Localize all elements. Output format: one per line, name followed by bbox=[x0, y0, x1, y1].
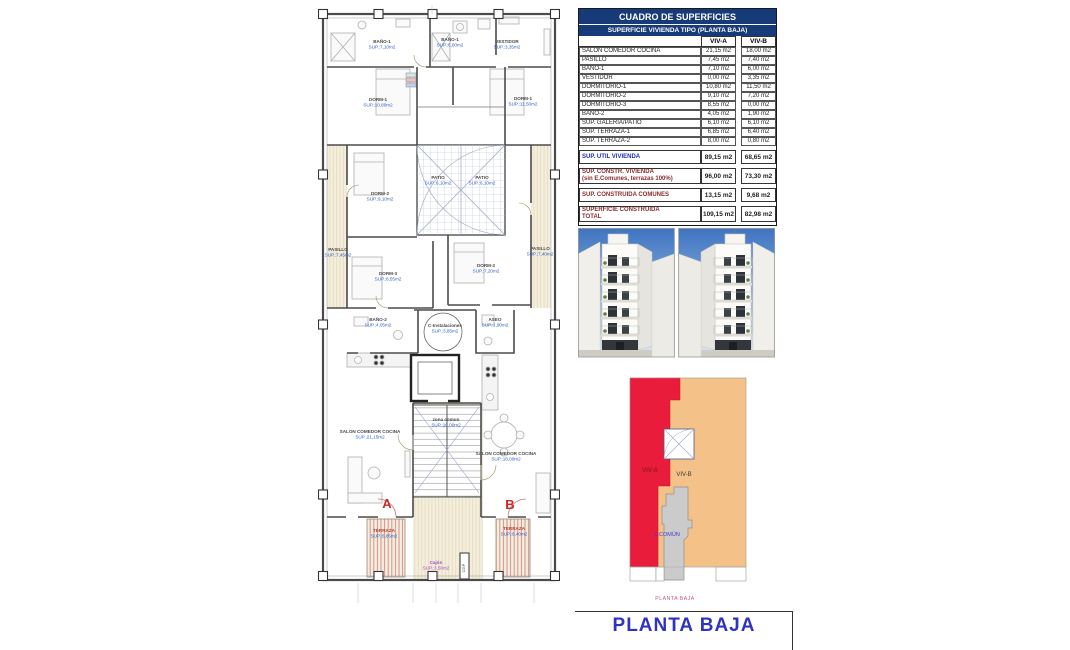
room-name: BAÑO-1 bbox=[441, 37, 459, 42]
room-area: SUP.:4,05m2 bbox=[364, 322, 392, 328]
room-area: SUP.:11,50m2 bbox=[508, 101, 538, 107]
room-area: SUP.:6,85m2 bbox=[370, 533, 398, 539]
room-name: TERRAZA bbox=[373, 528, 395, 533]
table-row: SUP. TERRAZA-1 6,85 m2 6,40 m2 bbox=[579, 128, 776, 138]
table-row: DORMITORIO-3 8,55 m2 0,00 m2 bbox=[579, 101, 776, 111]
room-area: SUP.:7,10m2 bbox=[368, 44, 396, 50]
room-name: TERRAZA bbox=[503, 526, 525, 531]
room-area: SUP.:3,35m2 bbox=[493, 44, 521, 50]
site-patio bbox=[664, 429, 694, 459]
room-area: SUP.:21,15m2 bbox=[355, 434, 385, 440]
room-name: SALON COMEDOR COCINA bbox=[339, 429, 401, 434]
utility-shaft-markers bbox=[406, 73, 416, 87]
room-area: SUP.:1,90m2 bbox=[481, 322, 509, 328]
surface-table bbox=[578, 8, 777, 226]
table-row: SUP. CONSTRUIDA COMUNES 13,15 m2 9,68 m2 bbox=[579, 188, 776, 202]
room-name: zona comun bbox=[432, 417, 460, 422]
table-summary-rows bbox=[579, 150, 776, 222]
site-terrace-left bbox=[630, 567, 656, 581]
table-row: SUPERFICIE CONSTRUIDA TOTAL 109,15 m2 82,98 m2 bbox=[579, 206, 776, 222]
room-area: SUP.:6,10m2 bbox=[468, 180, 496, 186]
common-zone-label: Z.COMÚN bbox=[654, 532, 680, 538]
room-name: Cajón bbox=[429, 560, 443, 565]
room-name: ASEO bbox=[488, 317, 502, 322]
room-area: SUP.:7,20m2 bbox=[472, 268, 500, 274]
room-name: PASILLO bbox=[328, 247, 348, 252]
room-name: BAÑO-1 bbox=[373, 39, 391, 44]
site-plan-caption: PLANTA BAJA bbox=[655, 596, 695, 602]
plan-mark-a: A bbox=[382, 496, 392, 511]
patio bbox=[417, 145, 505, 235]
room-area: SUP.:8,55m2 bbox=[374, 276, 402, 282]
viv-b-label: VIV-B bbox=[676, 472, 692, 478]
elevator bbox=[411, 355, 459, 401]
room-name: DORM-2 bbox=[370, 191, 390, 196]
room-area: SUP.:10,00m2 bbox=[431, 422, 461, 428]
room-name: PATIO bbox=[431, 175, 445, 180]
floor-plan bbox=[318, 5, 560, 605]
room-area: SUP.:3,50m2 bbox=[422, 565, 450, 571]
room-name: C-Instalaciones bbox=[428, 323, 462, 328]
table-column-headers bbox=[579, 36, 776, 47]
building-renders bbox=[578, 228, 775, 359]
room-area: SUP.:6,10m2 bbox=[424, 180, 452, 186]
table-row: DORMITORIO-2 9,10 m2 7,20 m2 bbox=[579, 92, 776, 102]
room-area: SUP.:3,85m2 bbox=[431, 328, 459, 334]
footer-divider bbox=[575, 611, 793, 612]
room-name: DORM-3 bbox=[378, 271, 398, 276]
room-name: VESTIDOR bbox=[495, 39, 519, 44]
site-plan bbox=[626, 374, 750, 610]
table-title: CUADRO DE SUPERFICIES bbox=[579, 9, 776, 25]
sheet-title: PLANTA BAJA bbox=[612, 615, 756, 636]
table-subtitle: SUPERFICIE VIVIENDA TIPO (PLANTA BAJA) bbox=[579, 25, 776, 36]
plan-mark-cgp: CGP bbox=[461, 563, 466, 573]
render-left bbox=[578, 228, 674, 357]
viv-a-label: VIV-A bbox=[642, 468, 658, 474]
room-name: SALON COMEDOR COCINA bbox=[475, 451, 537, 456]
plan-mark-b: B bbox=[505, 497, 515, 512]
table-row: BAÑO-2 4,05 m2 1,90 m2 bbox=[579, 110, 776, 120]
room-area: SUP.:7,40m2 bbox=[526, 251, 554, 257]
room-name: DORM-1 bbox=[513, 96, 533, 101]
render-right bbox=[679, 228, 775, 357]
room-name: PATIO bbox=[475, 175, 489, 180]
room-area: SUP.:9,10m2 bbox=[366, 196, 394, 202]
table-row: DORMITORIO-1 10,80 m2 11,50 m2 bbox=[579, 83, 776, 93]
table-row: SUP. UTIL VIVIENDA 89,15 m2 68,65 m2 bbox=[579, 150, 776, 164]
floor-plan-drawing bbox=[318, 5, 560, 605]
table-row: PASILLO 7,45 m2 7,40 m2 bbox=[579, 56, 776, 66]
column-viv-b: VIV-B bbox=[741, 36, 776, 47]
table-row: VESTIDOR 0,00 m2 3,35 m2 bbox=[579, 74, 776, 84]
table-rows bbox=[579, 47, 776, 147]
table-row: SALON COMEDOR COCINA 21,15 m2 18,00 m2 bbox=[579, 47, 776, 57]
site-terrace-right bbox=[716, 567, 746, 581]
room-name: PASILLO bbox=[530, 246, 550, 251]
room-name: DORM-2 bbox=[476, 263, 496, 268]
table-row: SUP. CONSTR. VIVIENDA (sin E.Comunes, terrazas 100%) 96,00 m2 73,30 m2 bbox=[579, 168, 776, 184]
room-area: SUP.:6,40m2 bbox=[500, 531, 528, 537]
room-area: SUP.:10,80m2 bbox=[363, 102, 393, 108]
room-area: SUP.:7,45m2 bbox=[324, 252, 352, 258]
room-area: SUP.:18,00m2 bbox=[491, 456, 521, 462]
table-row: SUP. TERRAZA-2 8,00 m2 0,80 m2 bbox=[579, 137, 776, 147]
table-row: SUP. GALERIA/PATIO 6,10 m2 6,10 m2 bbox=[579, 119, 776, 129]
room-name: BAÑO-2 bbox=[369, 317, 387, 322]
column-viv-a: VIV-A bbox=[701, 36, 736, 47]
room-area: SUP.:6,00m2 bbox=[436, 42, 464, 48]
room-name: DORM-1 bbox=[368, 97, 388, 102]
table-row: BAÑO-1 7,10 m2 6,00 m2 bbox=[579, 65, 776, 75]
